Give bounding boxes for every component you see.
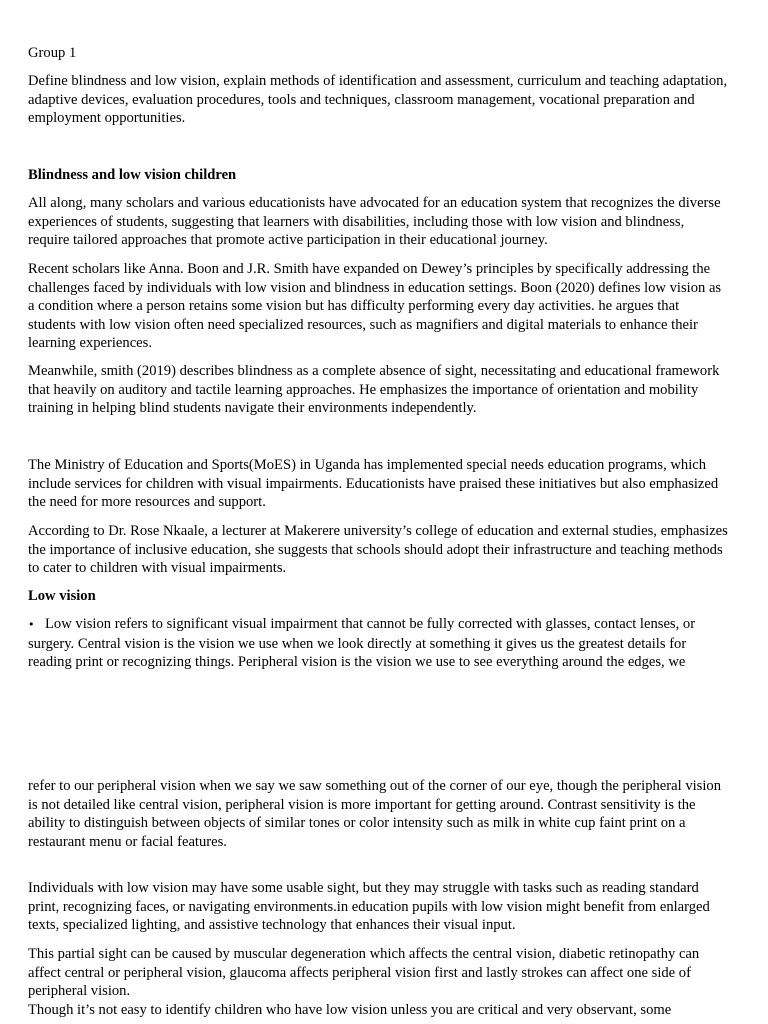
group-label: Group 1 xyxy=(28,45,77,61)
paragraph: Recent scholars like Anna. Boon and J.R. Smith have expanded on Dewey’s principles by specifically addressing the challenges faced by individuals with low vision and blindness in education settings. Boon (2020) defines low vision as a condition where a person retains some vision but has difficulty performing every day activities. he argues that students with low vision often need specialized resources, such as magnifiers and digital materials to enhance their learning experiences. xyxy=(28,261,722,351)
paragraph: Individuals with low vision may have some usable sight, but they may struggle with tasks such as reading standard print, recognizing faces, or navigating environments.in education pupils with low vision might benefit from enlarged texts, specialized lighting, and assistive technology that enhances their visual input. xyxy=(28,880,710,933)
bullet-icon: • xyxy=(28,618,35,631)
paragraph: All along, many scholars and various educationists have advocated for an education system that recognizes the diverse experiences of students, suggesting that learners with disabilities, including those with low vision and blindness, require tailored approaches that promote active participation in their educational journey. xyxy=(28,195,721,248)
bullet-text: Low vision refers to significant visual impairment that cannot be fully corrected with glasses, contact lenses, or surgery. Central vision is the vision we use when we look directly at something it gives us the greatest details for reading print or recognizing things. Peripheral vision is the vision we use to see everything around the edges, we xyxy=(28,616,696,670)
paragraph: The Ministry of Education and Sports(MoES) in Uganda has implemented special needs education programs, which include services for children with visual impairments. Educationists have praised these initiatives but also emphasized the need for more resources and support. xyxy=(28,457,719,510)
section-heading-blindness: Blindness and low vision children xyxy=(28,167,237,183)
paragraph: Meanwhile, smith (2019) describes blindness as a complete absence of sight, necessitating and educational framework that heavily on auditory and tactile learning approaches. He emphasizes the importance of orientation and mobility training in helping blind students navigate their environments independently. xyxy=(28,363,720,416)
paragraph-text: This partial sight can be caused by muscular degeneration which affects the central vision, diabetic retinopathy can affect central or peripheral vision, glaucoma affects peripheral vision first and lastly strokes can affect one side of peripheral vision. xyxy=(28,946,700,999)
paragraph: refer to our peripheral vision when we say we saw something out of the corner of our eye, though the peripheral vision is not detailed like central vision, peripheral vision is more important for getting around. Contrast sensitivity is the ability to distinguish between objects of similar tones or color intensity such as milk in white cup faint print on a restaurant menu or facial features. xyxy=(28,778,721,850)
section-heading-low-vision: Low vision xyxy=(28,588,96,604)
paragraph-text: Though it’s not easy to identify children who have low vision unless you are critical and very observant, some xyxy=(28,1001,672,1018)
paragraph xyxy=(28,945,728,1019)
bullet-item xyxy=(28,615,728,672)
paragraph: According to Dr. Rose Nkaale, a lecturer at Makerere university’s college of education and external studies, emphasizes the importance of inclusive education, she suggests that schools should adopt their infrastructure and teaching methods to cater to children with visual impairments. xyxy=(28,523,728,576)
assignment-description: Define blindness and low vision, explain methods of identification and assessment, curriculum and teaching adaptation, adaptive devices, evaluation procedures, tools and techniques, classroom management, vocational preparation and employment opportunities. xyxy=(28,73,728,126)
